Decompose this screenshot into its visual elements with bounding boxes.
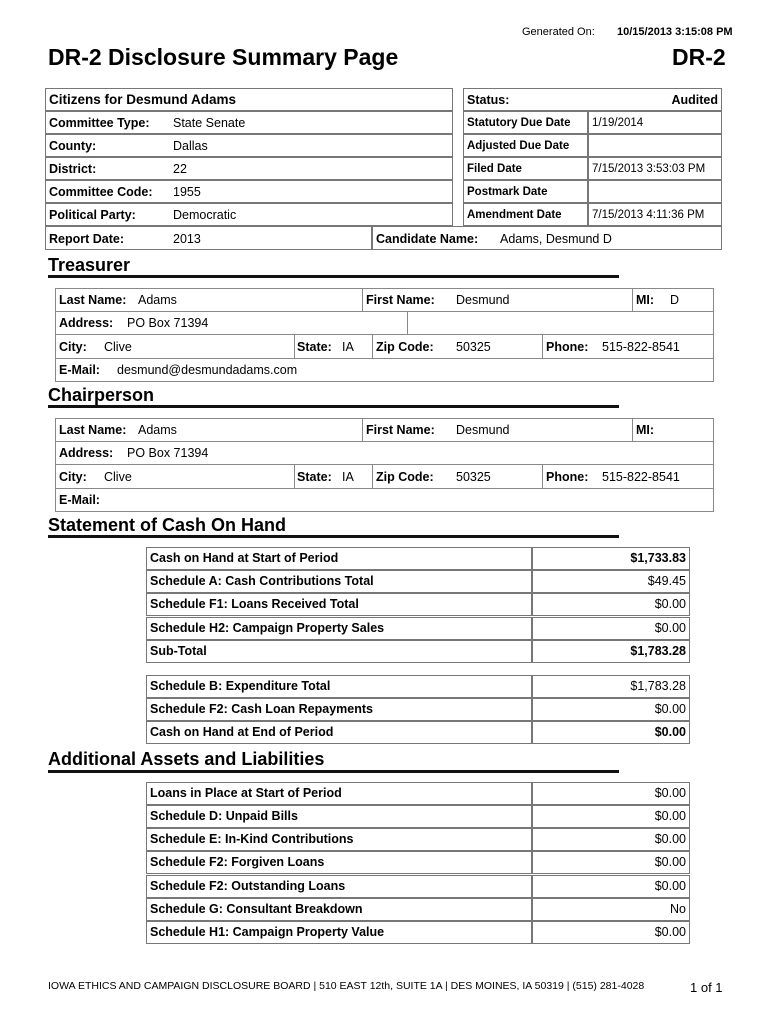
treasurer-first-name-value: Desmund: [456, 293, 510, 307]
asset-row-value: No: [532, 898, 690, 921]
asset-row-value: $0.00: [532, 805, 690, 828]
assets-divider: [48, 770, 619, 773]
political-party-value: Democratic: [173, 208, 237, 222]
cash-row-value: $0.00: [532, 698, 690, 721]
county-row: [45, 134, 453, 157]
asset-row-value: $0.00: [532, 875, 690, 898]
assets-section-title: Additional Assets and Liabilities: [48, 749, 325, 769]
asset-row: [146, 851, 690, 874]
chairperson-first-name-value: Desmund: [456, 423, 510, 437]
cash-row-value: $1,783.28: [532, 640, 690, 663]
asset-row: [146, 805, 690, 828]
postmark-date-value-cell: [588, 180, 722, 203]
adjusted-due-label-cell: [463, 134, 588, 157]
cash-row-value: $0.00: [532, 617, 690, 640]
asset-row-value: $0.00: [532, 828, 690, 851]
treasurer-city-label: City:: [59, 340, 87, 354]
asset-row-value: $0.00: [532, 921, 690, 944]
cash-section-title: Statement of Cash On Hand: [48, 515, 287, 535]
committee-type-value: State Senate: [173, 116, 246, 130]
page-title: DR-2 Disclosure Summary Page: [48, 44, 399, 70]
cash-row-label: Cash on Hand at Start of Period: [146, 547, 532, 570]
chairperson-address-value: PO Box 71394: [127, 446, 209, 460]
chairperson-mi-label: MI:: [636, 423, 655, 437]
statutory-due-value: 1/19/2014: [592, 117, 644, 129]
cash-row-label: Schedule B: Expenditure Total: [146, 675, 532, 698]
chairperson-phone-label: Phone:: [546, 470, 589, 484]
committee-type-row: [45, 111, 453, 134]
chairperson-zip-value: 50325: [456, 470, 491, 484]
chairperson-col-line: [632, 419, 633, 441]
committee-code-label: Committee Code:: [49, 185, 153, 199]
cash-row-label: Schedule F1: Loans Received Total: [146, 593, 532, 616]
chairperson-last-name-value: Adams: [138, 423, 177, 437]
amendment-date-label-cell: [463, 203, 588, 226]
treasurer-box: [55, 288, 714, 382]
cash-row-value: $0.00: [532, 593, 690, 616]
treasurer-email-value: desmund@desmundadams.com: [117, 363, 298, 377]
report-date-row: [45, 226, 372, 250]
status-label: Status:: [467, 93, 510, 107]
cash-row-label: Schedule A: Cash Contributions Total: [146, 570, 532, 593]
treasurer-row-line: [56, 358, 713, 359]
chairperson-state-label: State:: [297, 470, 332, 484]
committee-code-row: [45, 180, 453, 203]
adjusted-due-value-cell: [588, 134, 722, 157]
chairperson-row-line: [56, 488, 713, 489]
cash-row: [146, 547, 690, 570]
cash-row: [146, 721, 690, 744]
county-value: Dallas: [173, 139, 208, 153]
county-label: County:: [49, 139, 97, 153]
candidate-name-row: [372, 226, 722, 250]
report-date-label: Report Date:: [49, 232, 125, 246]
asset-row-label: Schedule G: Consultant Breakdown: [146, 898, 532, 921]
cash-divider: [48, 535, 619, 538]
postmark-date-label: Postmark Date: [467, 186, 548, 198]
status-value: Audited: [671, 93, 718, 107]
treasurer-row-line: [56, 311, 713, 312]
generated-on-value: 10/15/2013 3:15:08 PM: [617, 26, 733, 38]
treasurer-phone-label: Phone:: [546, 340, 589, 354]
amendment-date-value-cell: [588, 203, 722, 226]
committee-name-cell: [45, 88, 453, 111]
chairperson-phone-value: 515-822-8541: [602, 470, 680, 484]
asset-row-label: Schedule F2: Outstanding Loans: [146, 875, 532, 898]
asset-row-label: Loans in Place at Start of Period: [146, 782, 532, 805]
chairperson-section-title: Chairperson: [48, 385, 155, 405]
treasurer-mi-label: MI:: [636, 293, 655, 307]
committee-type-label: Committee Type:: [49, 116, 150, 130]
cash-row: [146, 570, 690, 593]
postmark-date-label-cell: [463, 180, 588, 203]
cash-row-value: $49.45: [532, 570, 690, 593]
status-row: [463, 88, 722, 111]
asset-row-value: $0.00: [532, 782, 690, 805]
district-label: District:: [49, 162, 97, 176]
chairperson-col-line: [294, 464, 295, 488]
statutory-due-label-cell: [463, 111, 588, 134]
filed-date-value: 7/15/2013 3:53:03 PM: [592, 163, 706, 175]
cash-row-label: Cash on Hand at End of Period: [146, 721, 532, 744]
asset-row-label: Schedule E: In-Kind Contributions: [146, 828, 532, 851]
asset-row-label: Schedule F2: Forgiven Loans: [146, 851, 532, 874]
chairperson-row-line: [56, 464, 713, 465]
cash-row: [146, 698, 690, 721]
filed-date-value-cell: [588, 157, 722, 180]
asset-row-value: $0.00: [532, 851, 690, 874]
treasurer-col-line: [362, 289, 363, 311]
statutory-due-value-cell: [588, 111, 722, 134]
treasurer-col-line: [294, 334, 295, 358]
treasurer-divider: [48, 275, 619, 278]
chairperson-divider: [48, 405, 619, 408]
treasurer-mi-value: D: [670, 293, 680, 307]
cash-row: [146, 617, 690, 640]
chairperson-city-value: Clive: [104, 470, 132, 484]
amendment-date-value: 7/15/2013 4:11:36 PM: [592, 209, 705, 221]
treasurer-col-line: [542, 334, 543, 358]
report-date-value: 2013: [173, 232, 201, 246]
cash-row-value: $1,733.83: [532, 547, 690, 570]
treasurer-state-label: State:: [297, 340, 332, 354]
cash-row-label: Schedule H2: Campaign Property Sales: [146, 617, 532, 640]
cash-row: [146, 675, 690, 698]
cash-row-label: Sub-Total: [146, 640, 532, 663]
treasurer-address-value: PO Box 71394: [127, 316, 209, 330]
chairperson-col-line: [372, 464, 373, 488]
form-code: DR-2: [672, 44, 726, 70]
treasurer-zip-value: 50325: [456, 340, 491, 354]
asset-row: [146, 898, 690, 921]
chairperson-col-line: [362, 419, 363, 441]
treasurer-phone-value: 515-822-8541: [602, 340, 680, 354]
chairperson-zip-label: Zip Code:: [376, 470, 434, 484]
cash-row-label: Schedule F2: Cash Loan Repayments: [146, 698, 532, 721]
committee-name: Citizens for Desmund Adams: [49, 92, 237, 107]
statutory-due-label: Statutory Due Date: [467, 117, 571, 129]
chairperson-col-line: [542, 464, 543, 488]
adjusted-due-label: Adjusted Due Date: [467, 140, 570, 152]
chairperson-address-label: Address:: [59, 446, 114, 460]
chairperson-box: [55, 418, 714, 512]
committee-code-value: 1955: [173, 185, 201, 199]
page-number: 1 of 1: [690, 980, 723, 995]
treasurer-last-name-value: Adams: [138, 293, 177, 307]
asset-row-label: Schedule H1: Campaign Property Value: [146, 921, 532, 944]
chairperson-last-name-label: Last Name:: [59, 423, 127, 437]
treasurer-last-name-label: Last Name:: [59, 293, 127, 307]
treasurer-col-line: [407, 311, 408, 334]
cash-row-value: $1,783.28: [532, 675, 690, 698]
chairperson-city-label: City:: [59, 470, 87, 484]
asset-row: [146, 782, 690, 805]
treasurer-row-line: [56, 334, 713, 335]
asset-row-label: Schedule D: Unpaid Bills: [146, 805, 532, 828]
treasurer-first-name-label: First Name:: [366, 293, 435, 307]
asset-row: [146, 828, 690, 851]
treasurer-col-line: [632, 289, 633, 311]
treasurer-col-line: [372, 334, 373, 358]
chairperson-state-value: IA: [342, 470, 354, 484]
treasurer-zip-label: Zip Code:: [376, 340, 434, 354]
treasurer-city-value: Clive: [104, 340, 132, 354]
candidate-name-value: Adams, Desmund D: [500, 232, 612, 246]
district-row: [45, 157, 453, 180]
candidate-name-label: Candidate Name:: [376, 232, 479, 246]
cash-row: [146, 593, 690, 616]
generated-on-label: Generated On:: [522, 26, 595, 38]
amendment-date-label: Amendment Date: [467, 209, 562, 221]
treasurer-section-title: Treasurer: [48, 255, 131, 275]
treasurer-state-value: IA: [342, 340, 354, 354]
chairperson-first-name-label: First Name:: [366, 423, 435, 437]
footer-text: IOWA ETHICS AND CAMPAIGN DISCLOSURE BOARD | 510 EAST 12th, SUITE 1A | DES MOINES, IA 50319 | (515) 281-4028: [48, 980, 645, 992]
filed-date-label: Filed Date: [467, 163, 522, 175]
political-party-label: Political Party:: [49, 208, 136, 222]
chairperson-row-line: [56, 441, 713, 442]
asset-row: [146, 921, 690, 944]
chairperson-email-label: E-Mail:: [59, 493, 100, 507]
treasurer-email-label: E-Mail:: [59, 363, 100, 377]
political-party-row: [45, 203, 453, 226]
asset-row: [146, 875, 690, 898]
filed-date-label-cell: [463, 157, 588, 180]
treasurer-address-label: Address:: [59, 316, 114, 330]
cash-row: [146, 640, 690, 663]
district-value: 22: [173, 162, 187, 176]
cash-row-value: $0.00: [532, 721, 690, 744]
